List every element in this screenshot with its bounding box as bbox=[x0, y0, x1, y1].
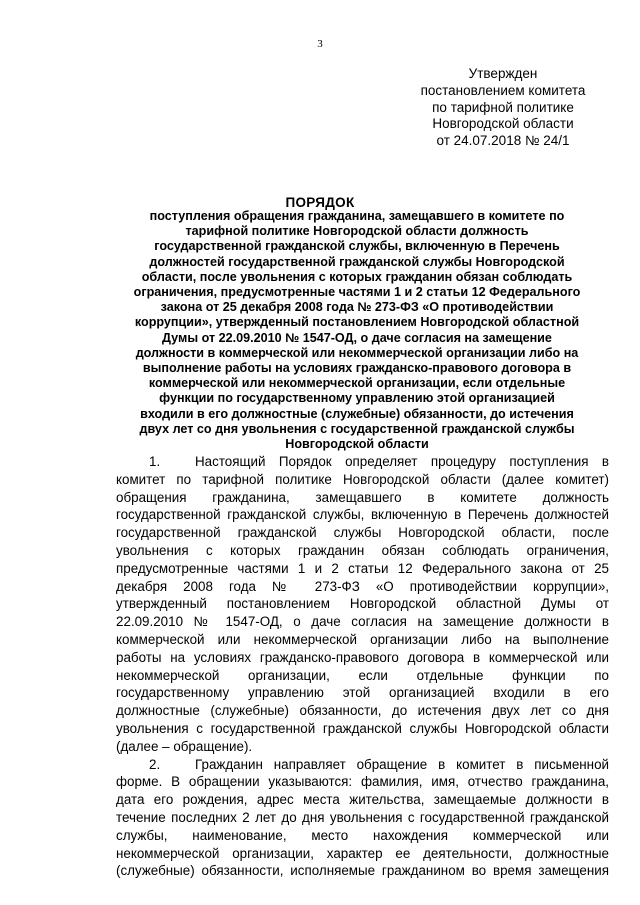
paragraph-line: декабря 2008 года № 273-ФЗ «О противодействии коррупции», bbox=[116, 578, 609, 594]
subtitle-line: Думы от 22.09.2010 № 1547-ОД, о даче согласия на замещение bbox=[162, 330, 552, 345]
paragraph-line: утвержденный постановлением Новгородской областной Думы от bbox=[116, 596, 609, 612]
paragraph-line: увольнения с государственной гражданской службы Новгородской области bbox=[116, 720, 609, 736]
approval-line: постановлением комитета bbox=[420, 82, 586, 98]
paragraph-number: 1. bbox=[149, 454, 161, 469]
paragraph-line: государственной гражданской службы, включенную в Перечень должностей bbox=[116, 507, 609, 523]
paragraph-line: некоммерческой организации, характер ее деятельности, должностные bbox=[116, 845, 609, 861]
paragraph-line: службы, наименование, место нахождения коммерческой или bbox=[116, 827, 609, 843]
subtitle-line: функции по государственному управлению этой организацией bbox=[159, 391, 555, 406]
paragraph-line: дата его рождения, адрес места жительства, замещаемые должности в bbox=[116, 792, 609, 808]
paragraph-line: форме. В обращении указываются: фамилия, имя, отчество гражданина, bbox=[116, 774, 609, 790]
subtitle-line: коррупции», утвержденный постановлением Новгородской областной bbox=[134, 315, 580, 330]
paragraph-line: работы на условиях гражданско-правового договора в коммерческой или bbox=[116, 649, 609, 665]
subtitle-line: двух лет со дня увольнения с государственной гражданской службы bbox=[139, 421, 575, 436]
paragraph-line: (далее – обращение). bbox=[116, 738, 253, 754]
subtitle-line: государственной гражданской службы, включенную в Перечень bbox=[154, 239, 560, 254]
approval-date-number: от 24.07.2018 № 24/1 bbox=[436, 133, 570, 149]
paragraph-line: государственной гражданской службы Новгородской области, после bbox=[116, 525, 609, 541]
document-subtitle bbox=[114, 209, 600, 452]
paragraph-line: предусмотренные частями 1 и 2 статьи 12 Федерального закона от 25 bbox=[116, 560, 609, 576]
paragraph-line: (служебные) обязанности, исполняемые гражданином во время замещения bbox=[116, 863, 609, 879]
page-number: 3 bbox=[317, 38, 323, 50]
paragraph-line: некоммерческой организации, если отдельные функции по bbox=[116, 667, 609, 683]
subtitle-line: ограничения, предусмотренные частями 1 и 2 статьи 12 Федерального bbox=[133, 285, 581, 300]
approval-line: по тарифной политике bbox=[432, 99, 574, 115]
document-title: ПОРЯДОК bbox=[285, 195, 355, 210]
subtitle-line: входили в его должностные (служебные) обязанности, до истечения bbox=[140, 406, 574, 421]
paragraph-text: Гражданин направляет обращение в комитет в письменной bbox=[195, 756, 609, 772]
subtitle-line: поступления обращения гражданина, замещавшего в комитете по bbox=[149, 209, 565, 223]
paragraph-line: комитет по тарифной политике Новгородской области (далее комитет) bbox=[116, 471, 609, 487]
paragraph-line: государственному управлению этой организацией входили в его bbox=[116, 685, 609, 701]
paragraph-text: Настоящий Порядок определяет процедуру поступления в bbox=[195, 454, 609, 469]
paragraph-first-line bbox=[116, 756, 609, 774]
subtitle-line: тарифной политике Новгородской области должность bbox=[185, 224, 529, 239]
approval-block bbox=[403, 66, 603, 150]
subtitle-line: области, после увольнения с которых гражданин обязан соблюдать bbox=[141, 269, 573, 284]
subtitle-line: коммерческой или некоммерческой организации, если отдельные bbox=[148, 376, 566, 391]
approval-line: Утвержден bbox=[468, 66, 538, 81]
paragraph-first-line bbox=[116, 453, 609, 471]
paragraph-line: течение последних 2 лет до дня увольнения с государственной гражданской bbox=[116, 809, 609, 825]
subtitle-line: закона от 25 декабря 2008 года № 273-ФЗ «О противодействии bbox=[160, 300, 554, 315]
subtitle-line: Новгородской области bbox=[285, 437, 429, 452]
paragraph-line: 22.09.2010 № 1547-ОД, о даче согласия на замещение должности в bbox=[116, 614, 609, 630]
paragraph-line: обращения гражданина, замещавшего в комитете должность bbox=[116, 489, 609, 505]
approval-line: Новгородской области bbox=[432, 116, 574, 132]
paragraph-line: должностные (служебные) обязанности, до истечения двух лет со дня bbox=[116, 703, 609, 719]
paragraph-line: коммерческой или некоммерческой организации либо на выполнение bbox=[116, 631, 609, 647]
document-body bbox=[116, 453, 609, 880]
paragraph-line: увольнения с которых гражданин обязан соблюдать ограничения, bbox=[116, 542, 609, 558]
subtitle-line: должности в коммерческой или некоммерческой организации либо на bbox=[135, 345, 579, 360]
subtitle-line: выполнение работы на условиях гражданско-правового договора в bbox=[142, 361, 572, 376]
paragraph-number: 2. bbox=[149, 756, 161, 772]
subtitle-line: должностей государственной гражданской службы Новгородской bbox=[149, 254, 565, 269]
